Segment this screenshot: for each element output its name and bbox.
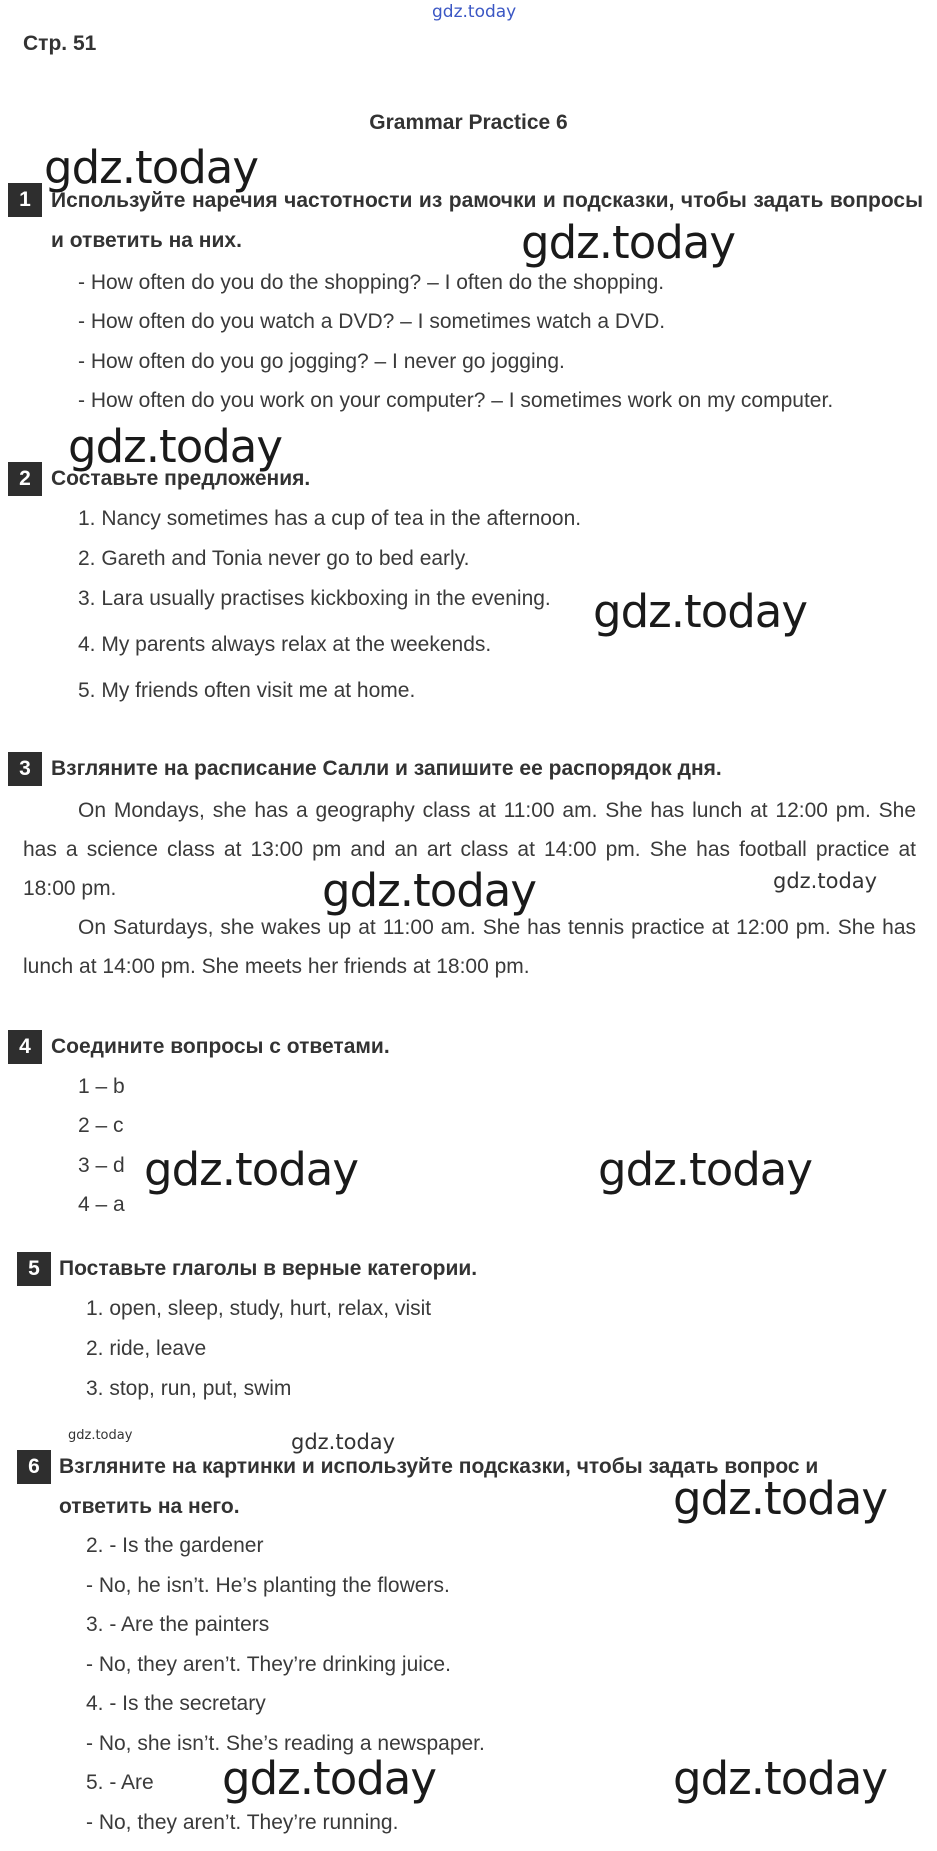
watermark: gdz.today: [291, 1430, 396, 1454]
exercise-number: 2: [8, 462, 42, 496]
answer-line: 3. - Are the painters: [86, 1613, 270, 1636]
page-title: Grammar Practice 6: [369, 111, 568, 134]
answer-line: 3 – d: [78, 1154, 125, 1177]
watermark: gdz.today: [144, 1143, 359, 1196]
exercise-heading: Взгляните на расписание Салли и запишите ее распорядок дня.: [51, 757, 722, 780]
answer-line: 4 – a: [78, 1193, 125, 1216]
answer-line: 1. Nancy sometimes has a cup of tea in the afternoon.: [78, 507, 582, 530]
answer-line: 2 – c: [78, 1114, 124, 1137]
answer-line: 3. stop, run, put, swim: [86, 1377, 292, 1400]
exercise-heading: Поставьте глаголы в верные категории.: [59, 1257, 478, 1280]
watermark: gdz.today: [673, 1472, 888, 1525]
page-number: Стр. 51: [23, 32, 97, 55]
schedule-paragraph: On Mondays, she has a geography class at 11:00 am. She has lunch at 12:00 pm. She has a science class at 13:00 pm and an art class at 14:00 pm. She has football practice at 18:00 pm.: [23, 799, 916, 900]
watermark: gdz.today: [68, 1428, 133, 1443]
answer-line: - No, they aren’t. They’re drinking juice.: [86, 1653, 451, 1676]
answer-line: 3. Lara usually practises kickboxing in the evening.: [78, 587, 551, 610]
watermark: gdz.today: [44, 141, 259, 194]
exercise-number: 6: [17, 1450, 51, 1484]
answer-line: 5. - Are: [86, 1771, 154, 1794]
watermark: gdz.today: [673, 1752, 888, 1805]
answer-line: - How often do you do the shopping? – I often do the shopping.: [78, 271, 665, 294]
watermark: gdz.today: [521, 216, 736, 269]
answer-line: - How often do you go jogging? – I never go jogging.: [78, 350, 565, 373]
answer-line: 1. open, sleep, study, hurt, relax, visit: [86, 1297, 432, 1320]
exercise-heading: Составьте предложения.: [51, 467, 311, 490]
exercise-heading: Взгляните на картинки и используйте подсказки, чтобы задать вопрос и: [59, 1455, 819, 1478]
answer-line: 2. Gareth and Tonia never go to bed early.: [78, 547, 470, 570]
exercise-number: 1: [8, 183, 42, 217]
answer-line: 5. My friends often visit me at home.: [78, 679, 416, 702]
answer-line: 2. ride, leave: [86, 1337, 207, 1360]
answer-line: - No, he isn’t. He’s planting the flowers.: [86, 1574, 450, 1597]
schedule-paragraph: On Saturdays, she wakes up at 11:00 am. She has tennis practice at 12:00 pm. She has lunch at 14:00 pm. She meets her friends at 18:00 pm.: [23, 916, 916, 978]
watermark: gdz.today: [773, 869, 878, 893]
answer-line: 2. - Is the gardener: [86, 1534, 264, 1557]
exercise-number: 4: [8, 1030, 42, 1064]
answer-line: - How often do you work on your computer? – I sometimes work on my computer.: [78, 389, 834, 412]
exercise-number: 5: [17, 1252, 51, 1286]
exercise-heading: Соедините вопросы с ответами.: [51, 1035, 390, 1058]
watermark: gdz.today: [322, 864, 537, 917]
exercise-heading: Используйте наречия частотности из рамочки и подсказки, чтобы задать вопросы и ответить на них.: [51, 189, 923, 252]
answer-line: - No, she isn’t. She’s reading a newspaper.: [86, 1732, 485, 1755]
watermark: gdz.today: [68, 420, 283, 473]
answer-line: 4. - Is the secretary: [86, 1692, 266, 1715]
watermark-top: gdz.today: [432, 2, 517, 22]
exercise-number: 3: [8, 752, 42, 786]
answer-line: - No, they aren’t. They’re running.: [86, 1811, 399, 1834]
watermark: gdz.today: [222, 1752, 437, 1805]
watermark: gdz.today: [593, 585, 808, 638]
answer-line: 4. My parents always relax at the weekends.: [78, 633, 492, 656]
watermark: gdz.today: [598, 1143, 813, 1196]
answer-line: - How often do you watch a DVD? – I sometimes watch a DVD.: [78, 310, 666, 333]
exercise-heading: ответить на него.: [59, 1495, 240, 1518]
answer-line: 1 – b: [78, 1075, 125, 1098]
